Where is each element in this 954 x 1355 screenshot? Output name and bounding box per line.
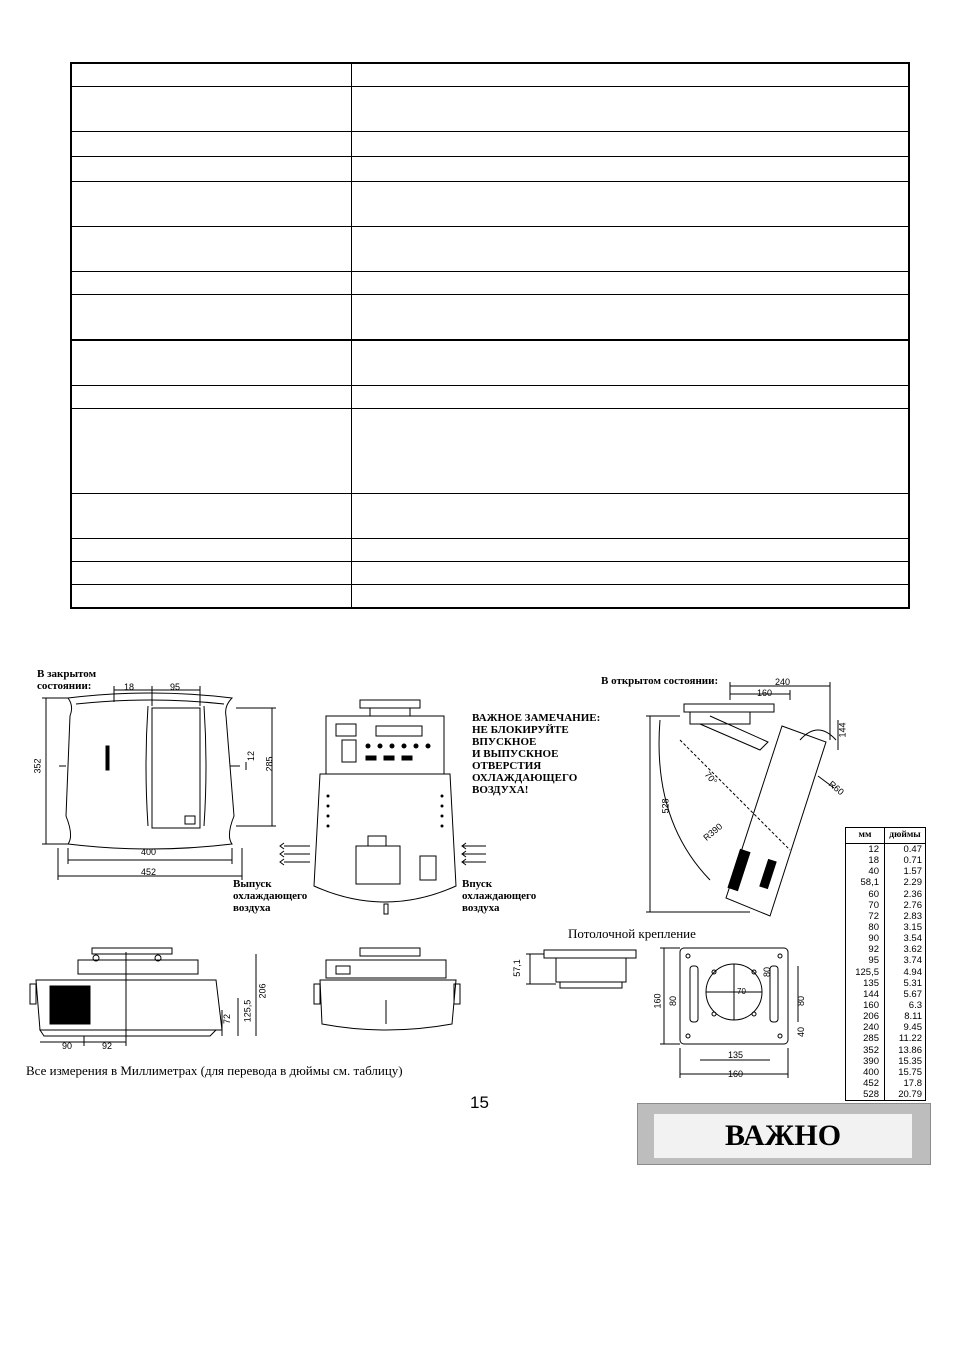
spec-cell-label: [71, 340, 352, 386]
conversion-inch-value: 15.75: [898, 1066, 922, 1078]
important-banner-text: ВАЖНО: [654, 1114, 912, 1158]
spec-cell-label: [71, 386, 352, 409]
conversion-inch-value: 15.35: [898, 1055, 922, 1067]
conversion-inch-value: 1.57: [903, 866, 922, 878]
ceiling-mount-drawing: [508, 944, 808, 1080]
spec-cell-value: [352, 539, 910, 562]
dim-90: 90: [62, 1041, 73, 1051]
conversion-mm-value: 206: [863, 1011, 879, 1023]
conversion-mm-value: 144: [863, 988, 879, 1000]
dim-80-a: 80: [668, 995, 679, 1007]
dim-70-mount: 70: [737, 987, 746, 996]
conversion-inch-value: 6.3: [908, 999, 922, 1011]
conversion-inch-value: 9.45: [903, 1022, 922, 1034]
dim-240: 240: [775, 677, 791, 687]
conversion-mm-value: 452: [863, 1077, 879, 1089]
conversion-mm-value: 60: [868, 888, 879, 900]
conversion-inch-value: 2.76: [903, 899, 922, 911]
open-state-label: В открытом состоянии:: [601, 675, 719, 687]
dim-125: 125,5: [242, 999, 253, 1023]
conversion-mm-value: 70: [868, 899, 879, 911]
dim-18: 18: [124, 682, 135, 692]
conversion-inch-value: 13.86: [898, 1044, 922, 1056]
spec-row: [71, 63, 909, 87]
conversion-mm-value: 400: [863, 1066, 879, 1078]
conversion-mm-value: 95: [868, 955, 879, 967]
col-inches-header: дюймы: [889, 830, 921, 840]
conversion-inch-value: 3.62: [903, 944, 922, 956]
important-note: ВАЖНОЕ ЗАМЕЧАНИЕ: НЕ БЛОКИРУЙТЕ ВПУСКНОЕ И ВЫПУСКНОЕ ОТВЕРСТИЯ ОХЛАЖДАЮЩЕГО ВОЗДУХА!: [472, 712, 601, 796]
measurement-caption: Все измерения в Миллиметрах (для перевода в дюймы см. таблицу): [26, 1063, 403, 1078]
conversion-mm-value: 125,5: [855, 966, 879, 978]
conversion-mm-value: 285: [863, 1033, 879, 1045]
dim-144: 144: [837, 722, 848, 738]
dim-352: 352: [32, 758, 43, 774]
conversion-inch-value: 17.8: [903, 1077, 922, 1089]
spec-cell-label: [71, 494, 352, 539]
spec-cell-value: [352, 63, 910, 87]
spec-cell-value: [352, 157, 910, 182]
spec-row: [71, 227, 909, 272]
conversion-mm-value: 90: [868, 933, 879, 945]
spec-cell-value: [352, 386, 910, 409]
top-view-drawing: [30, 676, 290, 881]
conversion-inch-value: 3.54: [903, 933, 922, 945]
dim-400: 400: [141, 847, 157, 857]
spec-cell-value: [352, 585, 910, 609]
spec-cell-value: [352, 494, 910, 539]
spec-cell-label: [71, 295, 352, 341]
conversion-inch-value: 20.79: [898, 1089, 922, 1101]
conversion-inch-value: 3.15: [903, 921, 922, 933]
dim-135: 135: [728, 1050, 744, 1060]
conversion-table: [845, 827, 926, 1101]
dim-92: 92: [102, 1041, 113, 1051]
spec-cell-label: [71, 63, 352, 87]
dim-r390: R390: [701, 821, 725, 843]
dim-72: 72: [222, 1013, 233, 1025]
intake-air-label: Впуск охлаждающего воздуха: [462, 878, 537, 914]
spec-cell-value: [352, 340, 910, 386]
spec-cell-value: [352, 182, 910, 227]
dim-160-mount: 160: [652, 993, 663, 1009]
dim-r60: R60: [826, 778, 846, 798]
conversion-mm-value: 390: [863, 1055, 879, 1067]
dim-160-open: 160: [757, 688, 773, 698]
conversion-inch-value: 2.29: [903, 877, 922, 889]
spec-row: [71, 409, 909, 494]
front-view-drawing: [312, 944, 462, 1036]
spec-row: [71, 585, 909, 609]
page-number: 15: [470, 1093, 489, 1112]
conversion-mm-value: 92: [868, 944, 879, 956]
conversion-inch-value: 2.83: [903, 910, 922, 922]
spec-cell-label: [71, 409, 352, 494]
dim-57: 57,1: [511, 959, 522, 977]
spec-row: [71, 340, 909, 386]
conversion-mm-value: 40: [868, 866, 879, 878]
spec-cell-label: [71, 132, 352, 157]
dim-12: 12: [246, 750, 257, 762]
spec-cell-value: [352, 87, 910, 132]
dim-70deg: 70°: [702, 769, 720, 787]
important-banner: [637, 1103, 931, 1165]
spec-row: [71, 386, 909, 409]
conversion-header: [846, 828, 925, 844]
spec-table: [70, 62, 910, 609]
spec-cell-value: [352, 227, 910, 272]
conversion-mm-value: 12: [868, 844, 879, 855]
conversion-inch-value: 5.31: [903, 977, 922, 989]
conversion-inch-value: 5.67: [903, 988, 922, 1000]
mm-column: [846, 844, 885, 1100]
spec-cell-label: [71, 157, 352, 182]
conversion-mm-value: 58,1: [860, 877, 879, 889]
conversion-mm-value: 240: [863, 1022, 879, 1034]
spec-row: [71, 295, 909, 341]
spec-cell-value: [352, 295, 910, 341]
conversion-inch-value: 2.36: [903, 888, 922, 900]
dim-40: 40: [796, 1026, 807, 1038]
dim-160-bottom: 160: [728, 1069, 744, 1079]
conversion-inch-value: 3.74: [903, 955, 922, 967]
conversion-mm-value: 80: [868, 921, 879, 933]
conversion-mm-value: 18: [868, 855, 879, 867]
spec-row: [71, 272, 909, 295]
conversion-inch-value: 11.22: [898, 1033, 922, 1045]
inches-column: [885, 844, 925, 1100]
spec-cell-label: [71, 182, 352, 227]
dim-285: 285: [264, 756, 275, 772]
spec-row: [71, 87, 909, 132]
dim-80-b: 80: [762, 966, 773, 978]
spec-cell-value: [352, 409, 910, 494]
spec-cell-label: [71, 585, 352, 609]
spec-cell-label: [71, 539, 352, 562]
dim-80-c: 80: [796, 995, 807, 1007]
conversion-inch-value: 4.94: [903, 966, 922, 978]
conversion-mm-value: 352: [863, 1044, 879, 1056]
spec-cell-label: [71, 562, 352, 585]
spec-row: [71, 562, 909, 585]
col-mm-header: мм: [846, 828, 885, 843]
spec-cell-value: [352, 562, 910, 585]
dim-452: 452: [141, 867, 157, 877]
dim-206: 206: [257, 983, 268, 999]
dim-528: 528: [660, 798, 671, 814]
ceiling-mount-label: Потолочной крепление: [568, 926, 696, 941]
spec-row: [71, 132, 909, 157]
conversion-inch-value: 0.71: [903, 855, 922, 867]
spec-cell-label: [71, 272, 352, 295]
spec-cell-label: [71, 87, 352, 132]
spec-row: [71, 182, 909, 227]
spec-cell-label: [71, 227, 352, 272]
spec-cell-value: [352, 272, 910, 295]
conversion-mm-value: 135: [863, 977, 879, 989]
dim-95: 95: [170, 682, 181, 692]
conversion-inch-value: 8.11: [904, 1011, 922, 1023]
spec-row: [71, 539, 909, 562]
conversion-mm-value: 528: [863, 1089, 879, 1101]
closed-state-label: В закрытом состоянии:: [37, 668, 97, 692]
conversion-inch-value: 0.47: [903, 844, 922, 855]
spec-row: [71, 157, 909, 182]
conversion-mm-value: 160: [863, 999, 879, 1011]
spec-row: [71, 494, 909, 539]
exhaust-air-label: Выпуск охлаждающего воздуха: [233, 878, 308, 914]
conversion-mm-value: 72: [868, 910, 879, 922]
spec-cell-value: [352, 132, 910, 157]
bottom-view-drawing: [280, 696, 490, 916]
